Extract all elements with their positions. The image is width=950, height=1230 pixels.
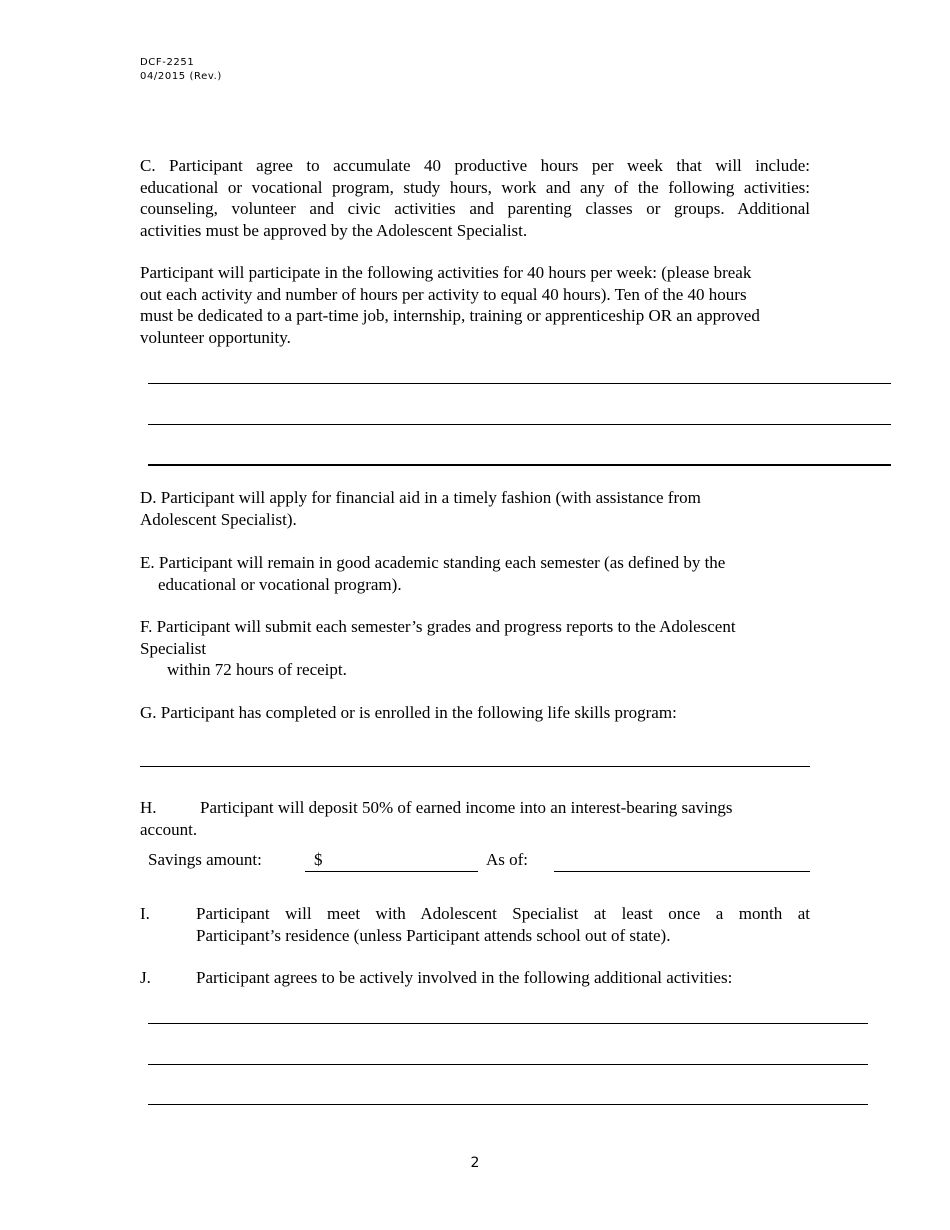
section-i-line: Participant will meet with Adolescent Specialist at least once a month at: [196, 904, 810, 923]
currency-symbol: $: [314, 850, 323, 869]
section-f-line: within 72 hours of receipt.: [167, 660, 347, 679]
page-number: 2: [470, 1155, 480, 1171]
section-c-line: educational or vocational program, study hours, work and any of the following activities:: [140, 177, 810, 197]
savings-amount-field[interactable]: [305, 849, 478, 872]
section-f-line: Specialist: [140, 638, 207, 658]
section-d-line: D. Participant will apply for financial aid in a timely fashion (with assistance from: [140, 488, 701, 507]
section-i-line: Participant’s residence (unless Participant attends school out of state).: [196, 925, 671, 945]
section-e-line: E. Participant will remain in good academic standing each semester (as defined by the: [140, 553, 726, 572]
section-c-activities-line: out each activity and number of hours per activity to equal 40 hours). Ten of the 40 hours: [140, 284, 747, 304]
section-c: [140, 155, 810, 241]
section-c-activities-line: must be dedicated to a part-time job, internship, training or apprenticeship OR an approved: [140, 306, 760, 325]
section-c-activities-line: Participant will participate in the following activities for 40 hours per week: (please break: [140, 263, 752, 282]
section-c-line: counseling, volunteer and civic activities and parenting classes or groups. Additional: [140, 199, 810, 218]
section-c-activities-line: volunteer opportunity.: [140, 327, 291, 347]
form-revision: 04/2015 (Rev.): [140, 71, 222, 82]
section-d: [140, 487, 840, 530]
section-i-letter: I.: [140, 904, 150, 923]
section-i: [196, 903, 810, 946]
section-j-letter: J.: [140, 968, 151, 987]
section-d-line: Adolescent Specialist).: [140, 509, 297, 529]
life-skills-blank-line[interactable]: [140, 766, 810, 767]
activities-blank-line-2[interactable]: [148, 424, 891, 425]
activities-blank-line-3[interactable]: [148, 464, 891, 466]
section-e: [140, 552, 840, 595]
section-c-line: C. Participant agree to accumulate 40 productive hours per week that will include:: [140, 156, 810, 175]
section-c-line: activities must be approved by the Adolescent Specialist.: [140, 220, 528, 240]
section-f-line: F. Participant will submit each semester’s grades and progress reports to the Adolescent: [140, 617, 736, 636]
section-e-line: educational or vocational program).: [158, 574, 402, 594]
as-of-field[interactable]: [554, 849, 810, 872]
additional-activities-blank-line-2[interactable]: [148, 1064, 868, 1065]
section-h-line: Participant will deposit 50% of earned income into an interest-bearing savings: [200, 798, 733, 817]
additional-activities-blank-line-3[interactable]: [148, 1104, 868, 1105]
form-number: DCF-2251: [140, 57, 195, 68]
section-h-letter: H.: [140, 798, 157, 817]
section-f: [140, 616, 840, 681]
section-g: G. Participant has completed or is enrolled in the following life skills program:: [140, 703, 677, 722]
as-of-label: As of:: [486, 850, 529, 869]
section-c-activities: [140, 262, 812, 348]
section-h-line: account.: [140, 820, 198, 839]
savings-amount-label: Savings amount:: [148, 850, 262, 869]
section-j-line: Participant agrees to be actively involved in the following additional activities:: [196, 968, 733, 987]
activities-blank-line-1[interactable]: [148, 383, 891, 384]
additional-activities-blank-line-1[interactable]: [148, 1023, 868, 1024]
